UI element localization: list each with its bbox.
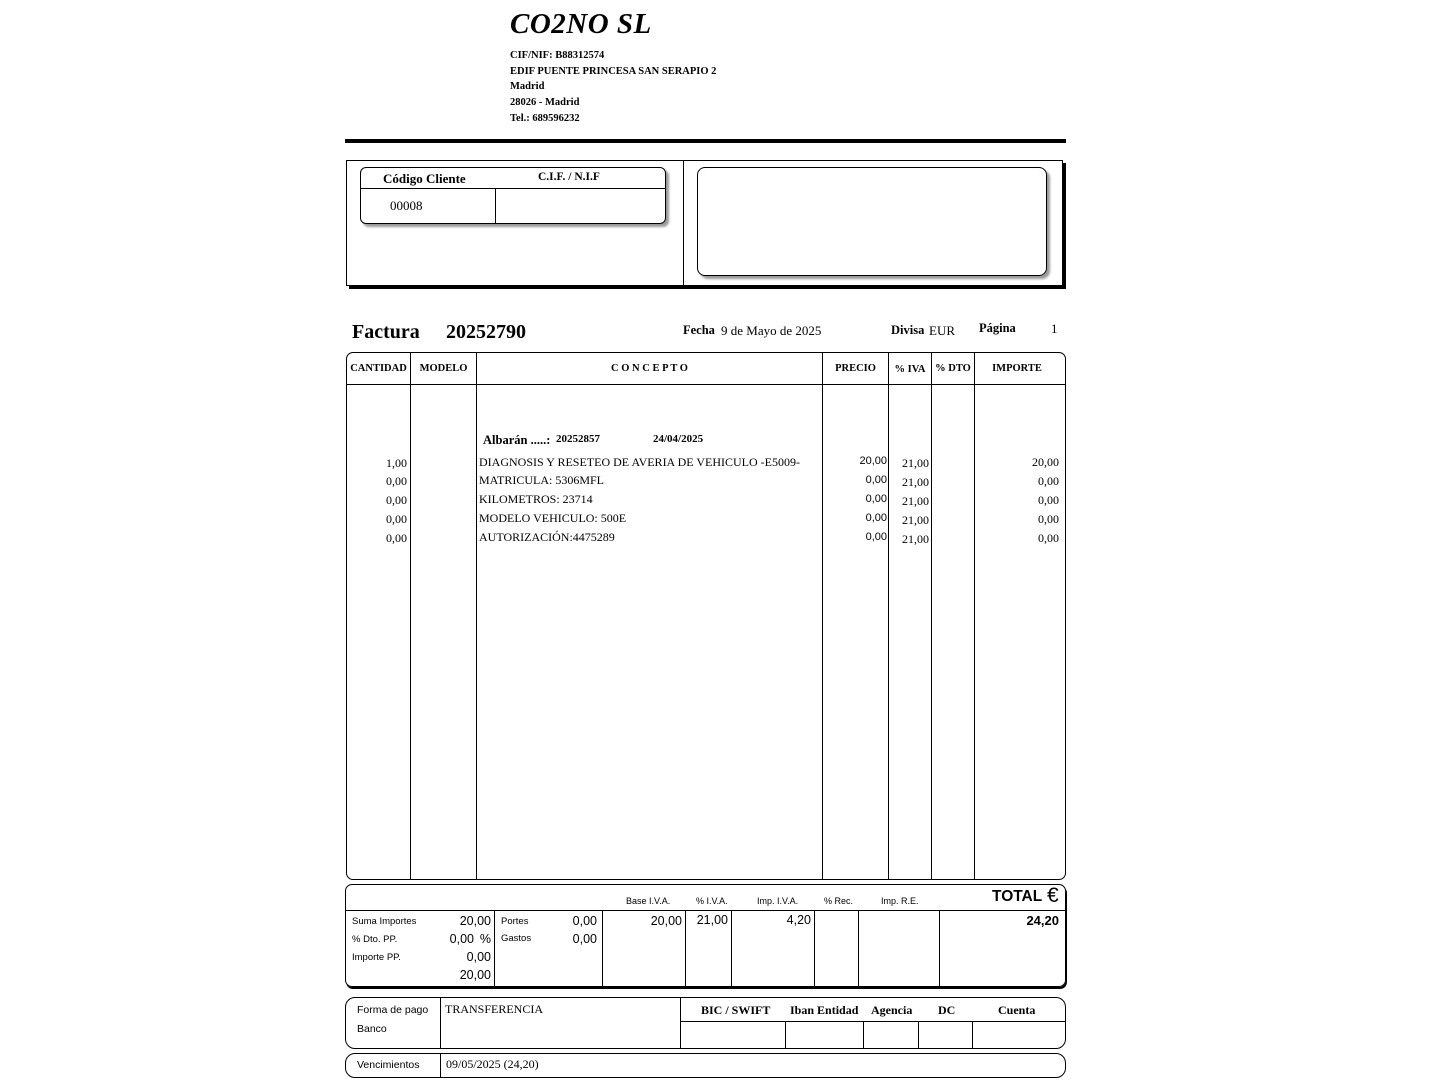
iban-entidad-header: Iban Entidad [790, 1003, 859, 1017]
invoice-number: 20252790 [446, 321, 526, 343]
row-price: 0,00 [865, 493, 887, 505]
totals-divider [685, 911, 686, 986]
client-cif-label: C.I.F. / N.I.F [538, 171, 600, 183]
forma-pago-label: Forma de pago [357, 1004, 429, 1016]
imp-iva-value: 4,20 [786, 913, 811, 927]
totals-divider [731, 911, 732, 986]
imp-iva-header: Imp. I.V.A. [757, 896, 799, 906]
page-number: 1 [1051, 321, 1058, 336]
totals-header-divider [346, 910, 1065, 911]
bank-header-divider [680, 1021, 1065, 1022]
company-postal: 28026 - Madrid [510, 97, 580, 108]
company-cif: CIF/NIF: B88312574 [510, 50, 605, 61]
row-amount: 0,00 [1038, 493, 1059, 507]
row-price: 0,00 [865, 474, 887, 486]
payment-divider [440, 998, 441, 1048]
column-header-concepto: C O N C E P T O [611, 363, 688, 374]
row-quantity: 0,00 [386, 531, 407, 545]
company-city: Madrid [510, 81, 545, 92]
totals-divider [858, 911, 859, 986]
date-label: Fecha [683, 323, 715, 337]
bank-divider [863, 1022, 864, 1048]
client-code-label: Código Cliente [383, 171, 466, 186]
company-address: EDIF PUENTE PRINCESA SAN SERAPIO 2 [510, 66, 717, 77]
row-concept: DIAGNOSIS Y RESETEO DE AVERIA DE VEHICULO -E5009- [479, 455, 800, 469]
pct-iva-header: % I.V.A. [696, 896, 728, 906]
column-divider [476, 353, 477, 879]
column-header-iva: % IVA [894, 364, 926, 375]
company-phone: Tel.: 689596232 [510, 113, 580, 124]
date-value: 9 de Mayo de 2025 [721, 323, 822, 338]
row-quantity: 1,00 [386, 456, 407, 470]
row-quantity: 0,00 [386, 512, 407, 526]
invoice-label: Factura [352, 321, 420, 343]
column-header-importe: IMPORTE [992, 363, 1042, 374]
row-iva: 21,00 [902, 475, 929, 489]
bank-divider [972, 1022, 973, 1048]
row-quantity: 0,00 [386, 474, 407, 488]
portes-value: 0,00 [572, 914, 597, 928]
euro-icon: € [1047, 884, 1059, 907]
dto-pp-unit: % [479, 932, 491, 946]
pct-iva-value: 21,00 [696, 913, 728, 927]
row-price: 20,00 [859, 455, 887, 467]
row-iva: 21,00 [902, 494, 929, 508]
row-concept: KILOMETROS: 23714 [479, 492, 593, 506]
totals-divider [939, 911, 940, 986]
albaran-label: Albarán .....: [483, 433, 551, 447]
row-amount: 20,00 [1032, 455, 1059, 469]
suma-importes-value: 20,00 [459, 914, 491, 928]
bic-swift-header: BIC / SWIFT [701, 1003, 771, 1017]
total-value: 24,20 [1026, 913, 1059, 928]
totals-divider [814, 911, 815, 986]
row-price: 0,00 [865, 512, 887, 524]
header-divider [345, 139, 1066, 143]
gastos-value: 0,00 [572, 932, 597, 946]
vencimientos-divider [440, 1054, 441, 1077]
bank-divider [918, 1022, 919, 1048]
row-amount: 0,00 [1038, 531, 1059, 545]
row-iva: 21,00 [902, 456, 929, 470]
column-divider [822, 353, 823, 879]
base-iva-value: 20,00 [650, 914, 682, 928]
importe-pp-value: 0,00 [466, 950, 491, 964]
row-concept: MODELO VEHICULO: 500E [479, 511, 627, 525]
base-iva-header: Base I.V.A. [626, 896, 671, 906]
row-price: 0,00 [865, 531, 887, 543]
pct-rec-header: % Rec. [824, 896, 854, 906]
total-label: TOTAL [992, 888, 1043, 905]
vencimientos-label: Vencimientos [357, 1059, 420, 1071]
subtotal-value: 20,00 [459, 968, 491, 982]
lines-header-divider [347, 384, 1065, 385]
row-amount: 0,00 [1038, 512, 1059, 526]
dto-pp-value: 0,00 [449, 932, 474, 946]
row-quantity: 0,00 [386, 493, 407, 507]
row-concept: MATRICULA: 5306MFL [479, 473, 605, 487]
client-address-box [697, 167, 1047, 276]
vencimientos-value: 09/05/2025 (24,20) [446, 1057, 539, 1071]
totals-divider [602, 911, 603, 986]
column-divider [888, 353, 889, 879]
row-iva: 21,00 [902, 513, 929, 527]
row-iva: 21,00 [902, 532, 929, 546]
column-header-precio: PRECIO [835, 363, 876, 374]
banco-label: Banco [357, 1023, 387, 1035]
client-code-value: 00008 [390, 198, 423, 213]
column-divider [974, 353, 975, 879]
agencia-header: Agencia [871, 1003, 913, 1017]
albaran-number: 20252857 [556, 433, 600, 445]
dc-header: DC [938, 1003, 956, 1017]
currency-label: Divisa [891, 323, 925, 337]
currency-value: EUR [929, 323, 955, 338]
imp-re-header: Imp. R.E. [881, 896, 919, 906]
page-label: Página [979, 321, 1016, 335]
column-divider [931, 353, 932, 879]
row-concept: AUTORIZACIÓN:4475289 [479, 530, 615, 544]
albaran-date: 24/04/2025 [653, 433, 704, 445]
forma-pago-value: TRANSFERENCIA [445, 1002, 544, 1016]
column-header-cantidad: CANTIDAD [350, 363, 407, 374]
lines-table [346, 352, 1066, 880]
payment-divider [680, 998, 681, 1048]
column-divider [410, 353, 411, 879]
portes-label: Portes [501, 916, 529, 927]
totals-divider [494, 911, 495, 986]
row-amount: 0,00 [1038, 474, 1059, 488]
client-divider [683, 160, 684, 286]
suma-importes-label: Suma Importes [352, 916, 417, 927]
cuenta-header: Cuenta [998, 1003, 1036, 1017]
client-code-column-divider [495, 188, 496, 224]
gastos-label: Gastos [501, 933, 532, 944]
company-name: CO2NO SL [510, 8, 652, 40]
bank-divider [785, 1022, 786, 1048]
client-code-divider [361, 188, 665, 189]
column-header-modelo: MODELO [419, 363, 468, 374]
dto-pp-label: % Dto. PP. [352, 934, 398, 945]
column-header-dto: % DTO [935, 363, 971, 374]
importe-pp-label: Importe PP. [352, 952, 401, 963]
